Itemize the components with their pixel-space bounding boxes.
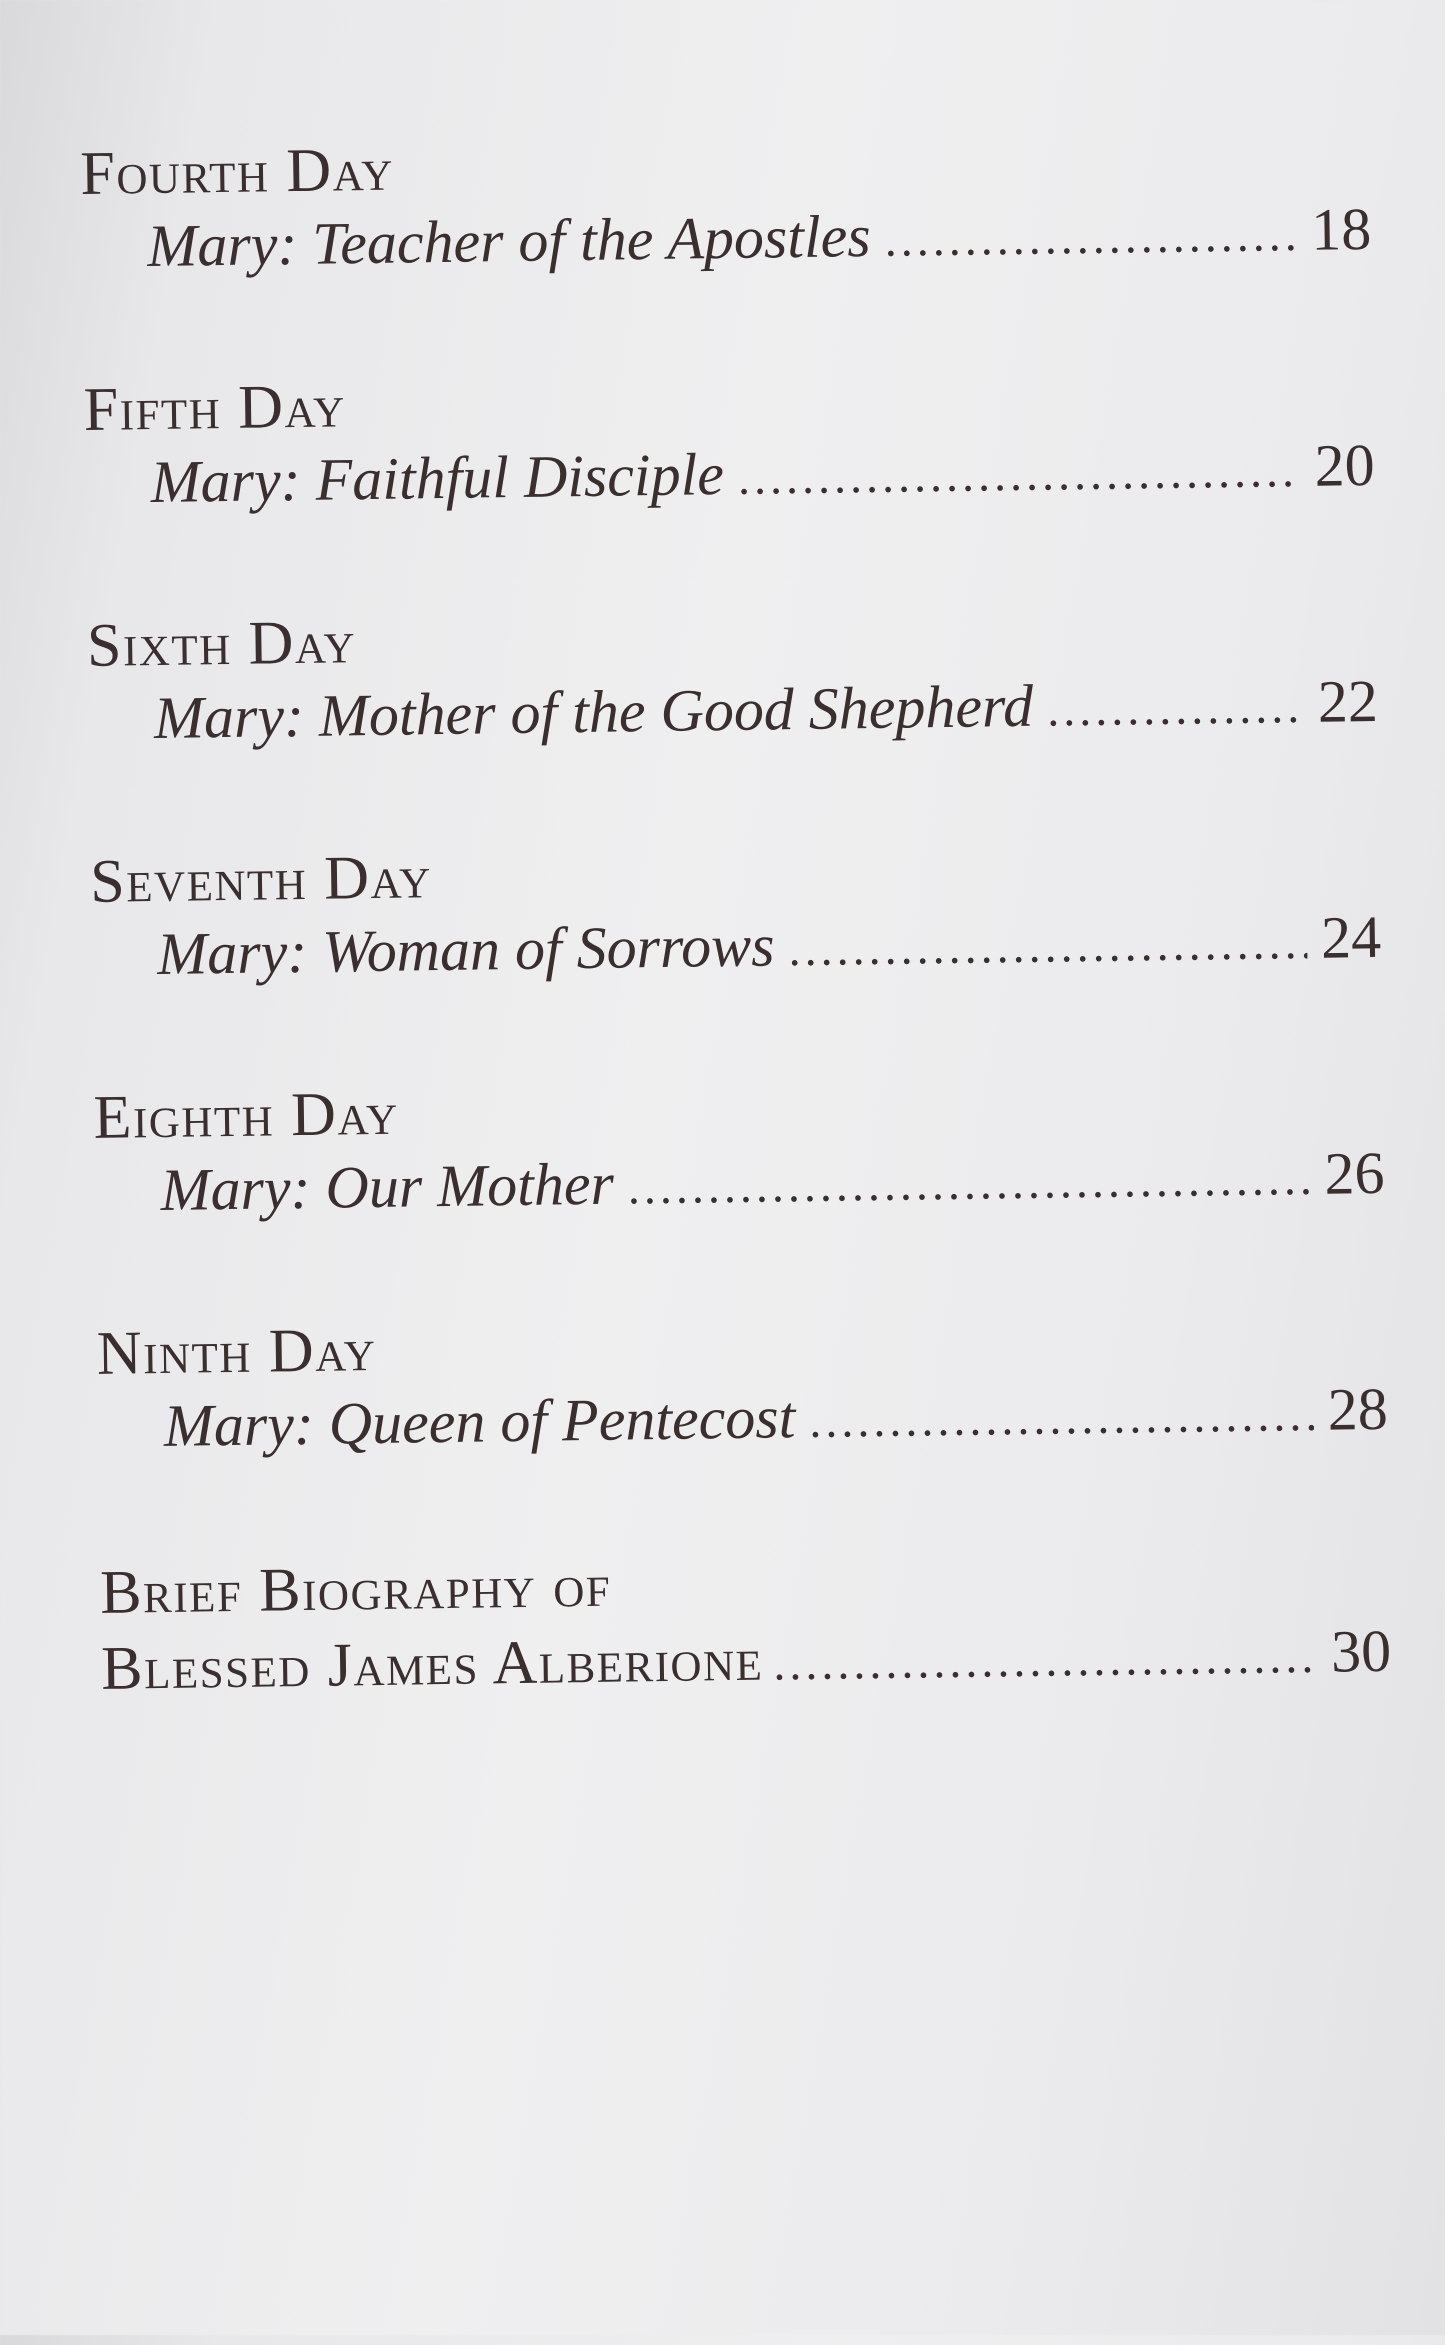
dot-leader (773, 1619, 1318, 1703)
biography-heading-line-2 (101, 1613, 1392, 1712)
page-number: 20 (1314, 431, 1376, 499)
page-number: 18 (1310, 195, 1372, 263)
biography-title-1: Brief Biography of (99, 1551, 612, 1627)
toc-line (150, 427, 1375, 525)
toc-entry-biography (100, 1537, 1392, 1712)
toc-line (160, 1135, 1385, 1233)
toc-line (147, 191, 1372, 289)
dot-leader (788, 905, 1308, 988)
toc-line (157, 899, 1382, 997)
dot-leader (809, 1377, 1315, 1460)
dot-leader (884, 197, 1298, 279)
day-heading: Fourth Day (79, 135, 395, 208)
toc-line (153, 663, 1378, 761)
page-number: 28 (1327, 1375, 1389, 1443)
biography-title-2: Blessed James Alberione (100, 1625, 764, 1703)
day-heading: Fifth Day (83, 372, 347, 444)
entry-title: Mary: Our Mother (160, 1150, 615, 1223)
entry-title: Mary: Faithful Disciple (150, 441, 725, 516)
day-heading: Sixth Day (86, 608, 357, 680)
entry-title: Mary: Queen of Pentecost (163, 1384, 796, 1459)
page-number: 22 (1317, 667, 1379, 735)
toc-entry-ninth-day (96, 1301, 1388, 1470)
toc-entry-eighth-day (93, 1065, 1385, 1234)
page-number: 24 (1320, 903, 1382, 971)
toc-entry-fourth-day (80, 121, 1372, 290)
entry-title: Mary: Teacher of the Apostles (146, 202, 872, 280)
day-heading: Ninth Day (96, 1315, 377, 1388)
day-heading: Eighth Day (93, 1079, 400, 1152)
page-number: 26 (1323, 1139, 1385, 1207)
dot-leader (737, 433, 1301, 517)
toc-entry-fifth-day (83, 357, 1375, 526)
toc-entry-sixth-day (86, 593, 1378, 762)
toc-line (163, 1371, 1388, 1469)
entry-title: Mary: Mother of the Good Shepherd (153, 672, 1034, 752)
toc-entry-seventh-day (90, 829, 1382, 998)
day-heading: Seventh Day (89, 843, 433, 916)
dot-leader (1047, 669, 1305, 749)
entry-title: Mary: Woman of Sorrows (156, 912, 775, 987)
dot-leader (627, 1141, 1311, 1227)
page-number: 30 (1330, 1617, 1392, 1685)
